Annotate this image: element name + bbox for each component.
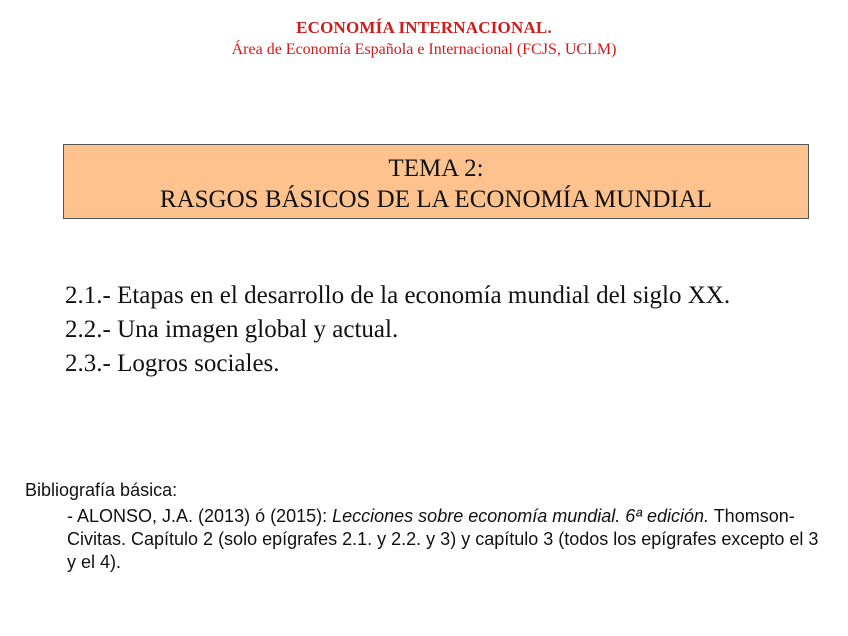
- entry-author-year: - ALONSO, J.A. (2013) ó (2015):: [67, 506, 333, 526]
- bibliography-heading: Bibliografía básica:: [25, 480, 178, 500]
- topic-title-box: [63, 144, 809, 219]
- bibliography-entry: [67, 505, 827, 574]
- list-item: 2.2.- Una imagen global y actual.: [65, 316, 399, 343]
- list-item: 2.1.- Etapas en el desarrollo de la economía mundial del siglo XX.: [65, 282, 731, 309]
- entry-book-title: Lecciones sobre economía mundial. 6ª edición.: [332, 506, 710, 526]
- list-item: 2.3.- Logros sociales.: [65, 350, 280, 377]
- document-header: [0, 17, 848, 61]
- course-title: ECONOMÍA INTERNACIONAL.: [296, 18, 552, 37]
- topic-name: RASGOS BÁSICOS DE LA ECONOMÍA MUNDIAL: [159, 186, 713, 213]
- topic-list: [65, 279, 730, 381]
- entry-publisher-chapters: Thomson-Civitas. Capítulo 2 (solo epígrafes 2.1. y 2.2. y 3) y capítulo 3 (todos los epígrafes excepto el 3 y el 4).: [67, 506, 819, 572]
- topic-number: TEMA 2:: [388, 155, 484, 182]
- department-subtitle: Área de Economía Española e Internacional (FCJS, UCLM): [231, 41, 617, 58]
